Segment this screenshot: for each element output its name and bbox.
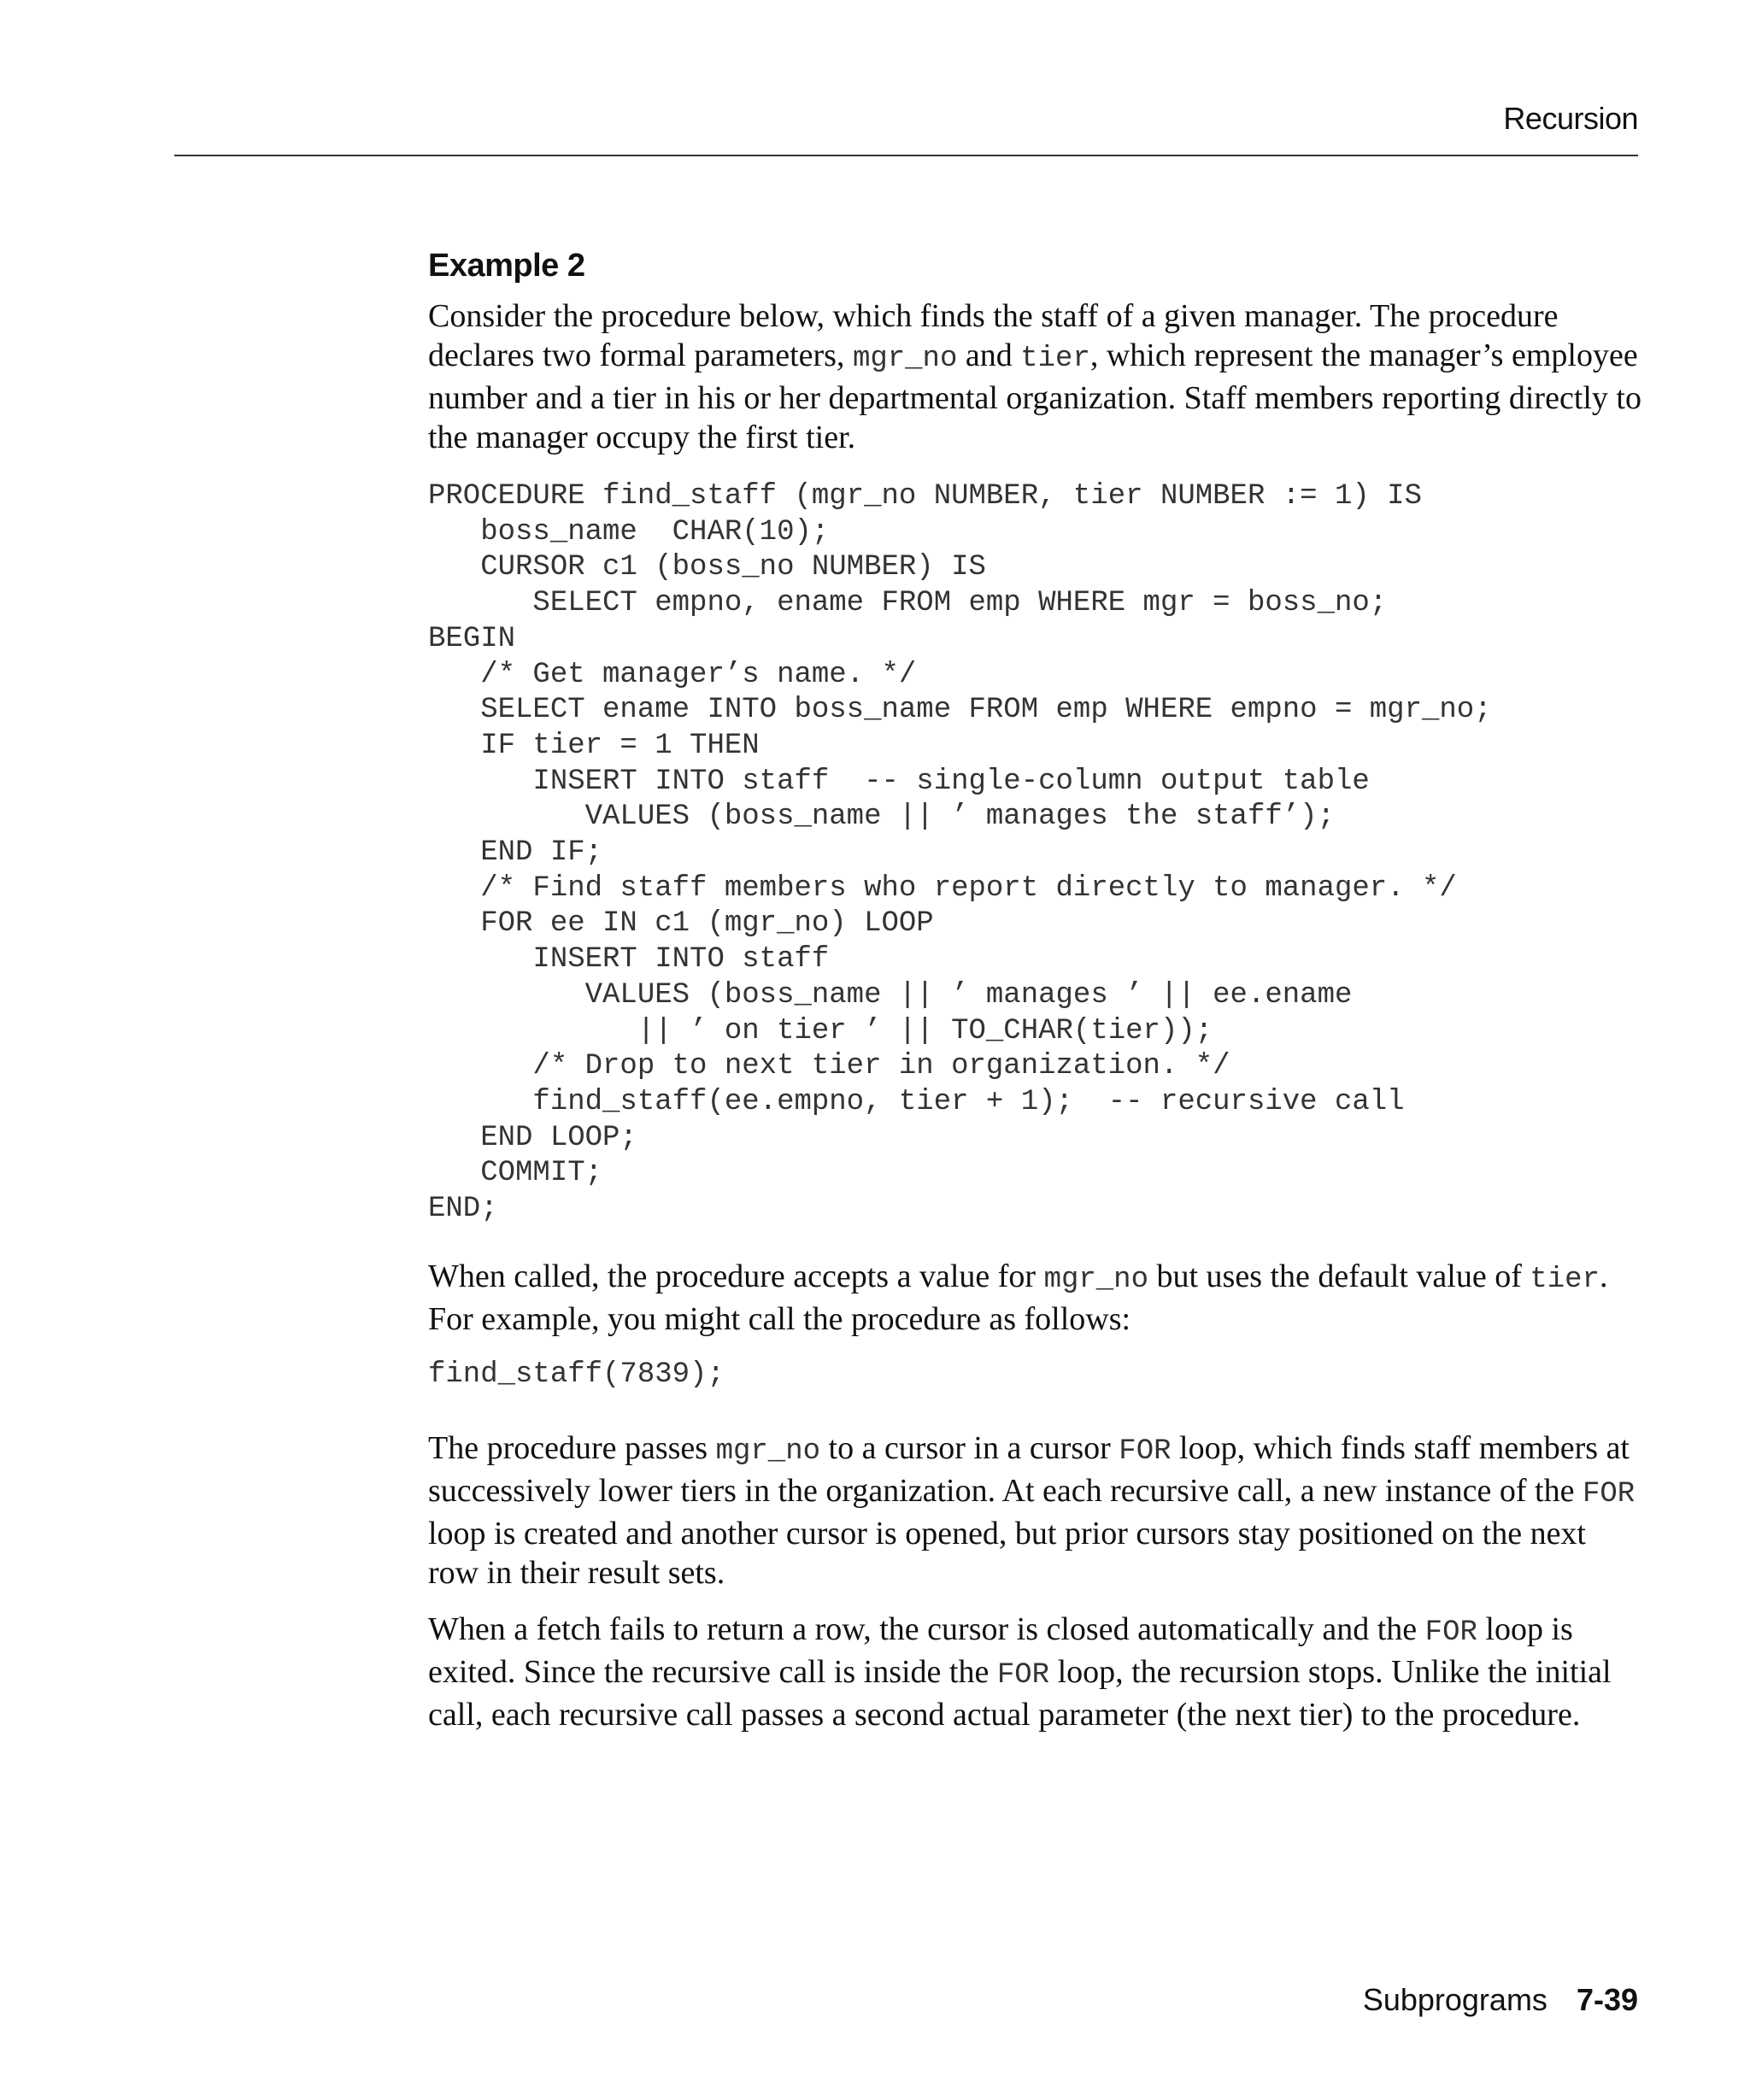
explanation-paragraph [428, 1428, 1641, 1593]
explanation-text-3: loop, which finds staff members at successively lower tiers in the organization. At each recursive call, a new instance of the [428, 1430, 1630, 1510]
procedure-code-listing: PROCEDURE find_staff (mgr_no NUMBER, tier NUMBER := 1) IS boss_name CHAR(10); CURSOR c1 (boss_no NUMBER) IS SELECT empno, ename FROM emp WHERE mgr = boss_no; BEGIN /* Get manager’s name. */ SELECT ename INTO boss_name FROM emp WHERE empno = mgr_no; IF tier = 1 THEN INSERT INTO staff -- single-column output table VALUES (boss_name || ’ manages the staff’); END IF; /* Find staff members who report directly to manager. */ FOR ee IN c1 (mgr_no) LOOP INSERT INTO staff VALUES (boss_name || ’ manages ’ || ee.ename || ’ on tier ’ || TO_CHAR(tier)); /* Drop to next tier in organization. */ find_staff(ee.empno, tier + 1); -- recursive call END LOOP; COMMIT; END; [428, 480, 1492, 1226]
main-content [428, 248, 1641, 1734]
footer-page-number: 7-39 [1576, 1982, 1638, 2017]
call-code-mgr-no: mgr_no [1043, 1263, 1148, 1296]
termination-text-3: loop, the recursion stops. Unlike the initial call, each recursive call passes a second actual parameter (the next tier) to the procedure. [428, 1654, 1612, 1733]
intro-text-1: Consider the procedure below, which finds the staff of a given manager. The procedure declares two formal parameters, [428, 298, 1559, 373]
call-text-3: . For example, you might call the procedure as follows: [428, 1258, 1608, 1337]
explanation-code-for-1: FOR [1119, 1435, 1172, 1469]
explanation-text-4: loop is created and another cursor is opened, but prior cursors stay positioned on the next row in their result sets. [428, 1516, 1586, 1592]
section-heading: Example 2 [428, 248, 585, 284]
explanation-code-mgr-no: mgr_no [715, 1435, 821, 1469]
call-paragraph [428, 1257, 1641, 1339]
explanation-text-2: to a cursor in a cursor [820, 1430, 1119, 1467]
call-text-1: When called, the procedure accepts a value for [428, 1258, 1044, 1294]
termination-paragraph [428, 1610, 1641, 1734]
intro-text-3: , which represent the manager’s employee number and a tier in his or her departmental organization. Staff members reporting directly to the manager occupy the first tier. [428, 337, 1641, 455]
page-footer [1363, 1982, 1638, 2018]
termination-text-2: loop is exited. Since the recursive call is inside the [428, 1611, 1573, 1691]
call-text-2: but uses the default value of [1148, 1258, 1530, 1294]
intro-code-mgr-no: mgr_no [852, 343, 958, 375]
footer-chapter-title: Subprograms [1362, 1982, 1547, 2017]
call-code-tier: tier [1530, 1263, 1600, 1296]
running-head-title: Recursion [1503, 101, 1638, 136]
explanation-text-1: The procedure passes [428, 1430, 716, 1467]
termination-code-for-2: FOR [996, 1659, 1050, 1692]
termination-text-1: When a fetch fails to return a row, the cursor is closed automatically and the [428, 1611, 1425, 1648]
intro-code-tier: tier [1020, 343, 1090, 375]
intro-paragraph [428, 296, 1641, 457]
intro-text-2: and [957, 337, 1021, 373]
header-rule [174, 155, 1638, 156]
explanation-code-for-2: FOR [1582, 1478, 1635, 1511]
call-code-example: find_staff(7839); [428, 1358, 725, 1391]
termination-code-for-1: FOR [1424, 1616, 1477, 1650]
